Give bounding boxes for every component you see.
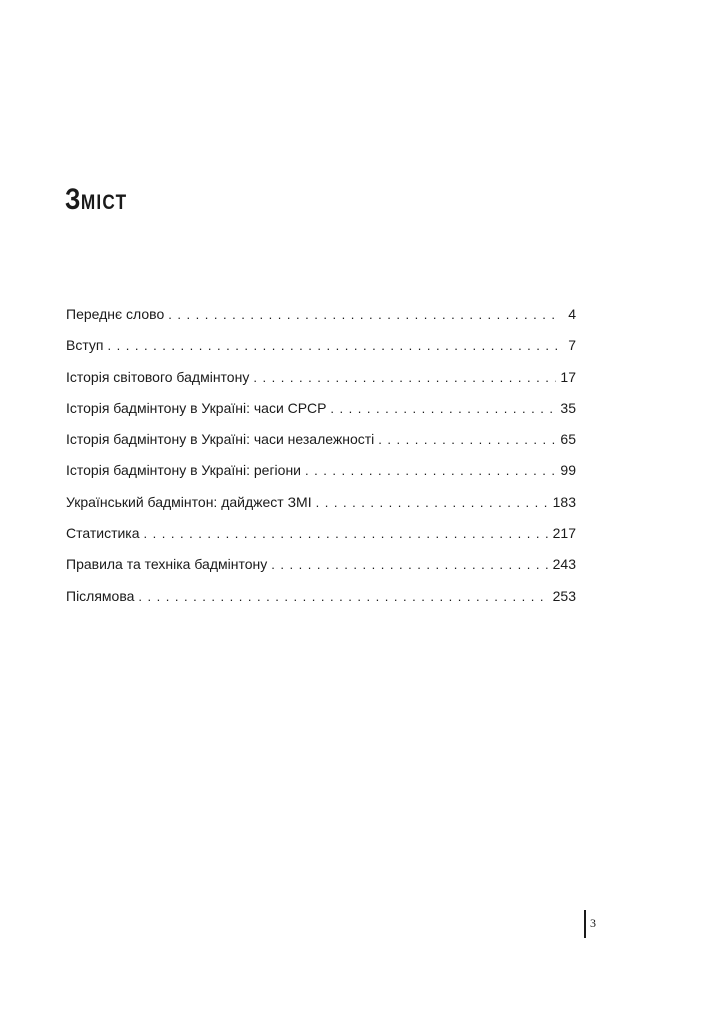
toc-dot-leader — [138, 584, 548, 610]
toc-entry-page: 217 — [552, 525, 576, 542]
page-title-rest: МІСТ — [80, 191, 128, 214]
toc-entry-page: 35 — [560, 399, 576, 416]
toc-entry-label: Післямова — [66, 587, 135, 604]
toc-dot-leader — [305, 458, 556, 484]
toc-entry-page: 7 — [568, 337, 576, 354]
toc-entry-label: Історія бадмінтону в Україні: регіони — [66, 462, 302, 479]
toc-entry-page: 17 — [560, 368, 576, 385]
toc-entry[interactable] — [66, 489, 576, 520]
page-title-first-letter: З — [65, 183, 81, 216]
toc-entry[interactable] — [66, 457, 576, 488]
toc-entry[interactable] — [66, 301, 576, 332]
toc-entry[interactable] — [66, 395, 576, 426]
toc-entry-page: 4 — [568, 306, 576, 322]
toc-entry-label: Переднє слово — [66, 306, 165, 322]
toc-entry[interactable] — [66, 520, 576, 551]
toc-entry-page: 99 — [560, 462, 576, 479]
toc-entry[interactable] — [66, 583, 576, 614]
page-title — [65, 183, 127, 217]
toc-entry-label: Історія бадмінтону в Україні: часи СРСР — [66, 399, 327, 416]
toc-dot-leader — [378, 427, 556, 453]
toc-entry-page: 183 — [552, 493, 576, 510]
toc-entry-label: Український бадмінтон: дайджест ЗМІ — [66, 493, 312, 510]
page-number-divider — [584, 910, 586, 938]
toc-entry-label: Вступ — [66, 337, 104, 354]
toc-dot-leader — [253, 365, 556, 391]
toc-entry-label: Історія бадмінтону в Україні: часи незалежності — [66, 431, 375, 448]
toc-dot-leader — [144, 521, 549, 547]
toc-entry-page: 65 — [560, 431, 576, 448]
toc-dot-leader — [271, 552, 548, 578]
page-number: 3 — [590, 916, 596, 930]
toc-dot-leader — [168, 302, 558, 328]
toc-entry-label: Статистика — [66, 525, 140, 542]
toc-entry-page: 253 — [552, 587, 576, 604]
toc-entry-page: 243 — [552, 556, 576, 573]
toc-dot-leader — [316, 490, 549, 516]
toc-dot-leader — [330, 396, 556, 422]
toc-entry[interactable] — [66, 364, 576, 395]
toc-entry[interactable] — [66, 332, 576, 363]
toc-dot-leader — [108, 333, 559, 359]
toc-entry-label: Правила та техніка бадмінтону — [66, 556, 268, 573]
toc-entry[interactable] — [66, 551, 576, 582]
table-of-contents — [66, 301, 576, 614]
toc-entry-label: Історія світового бадмінтону — [66, 368, 250, 385]
toc-entry[interactable] — [66, 426, 576, 457]
